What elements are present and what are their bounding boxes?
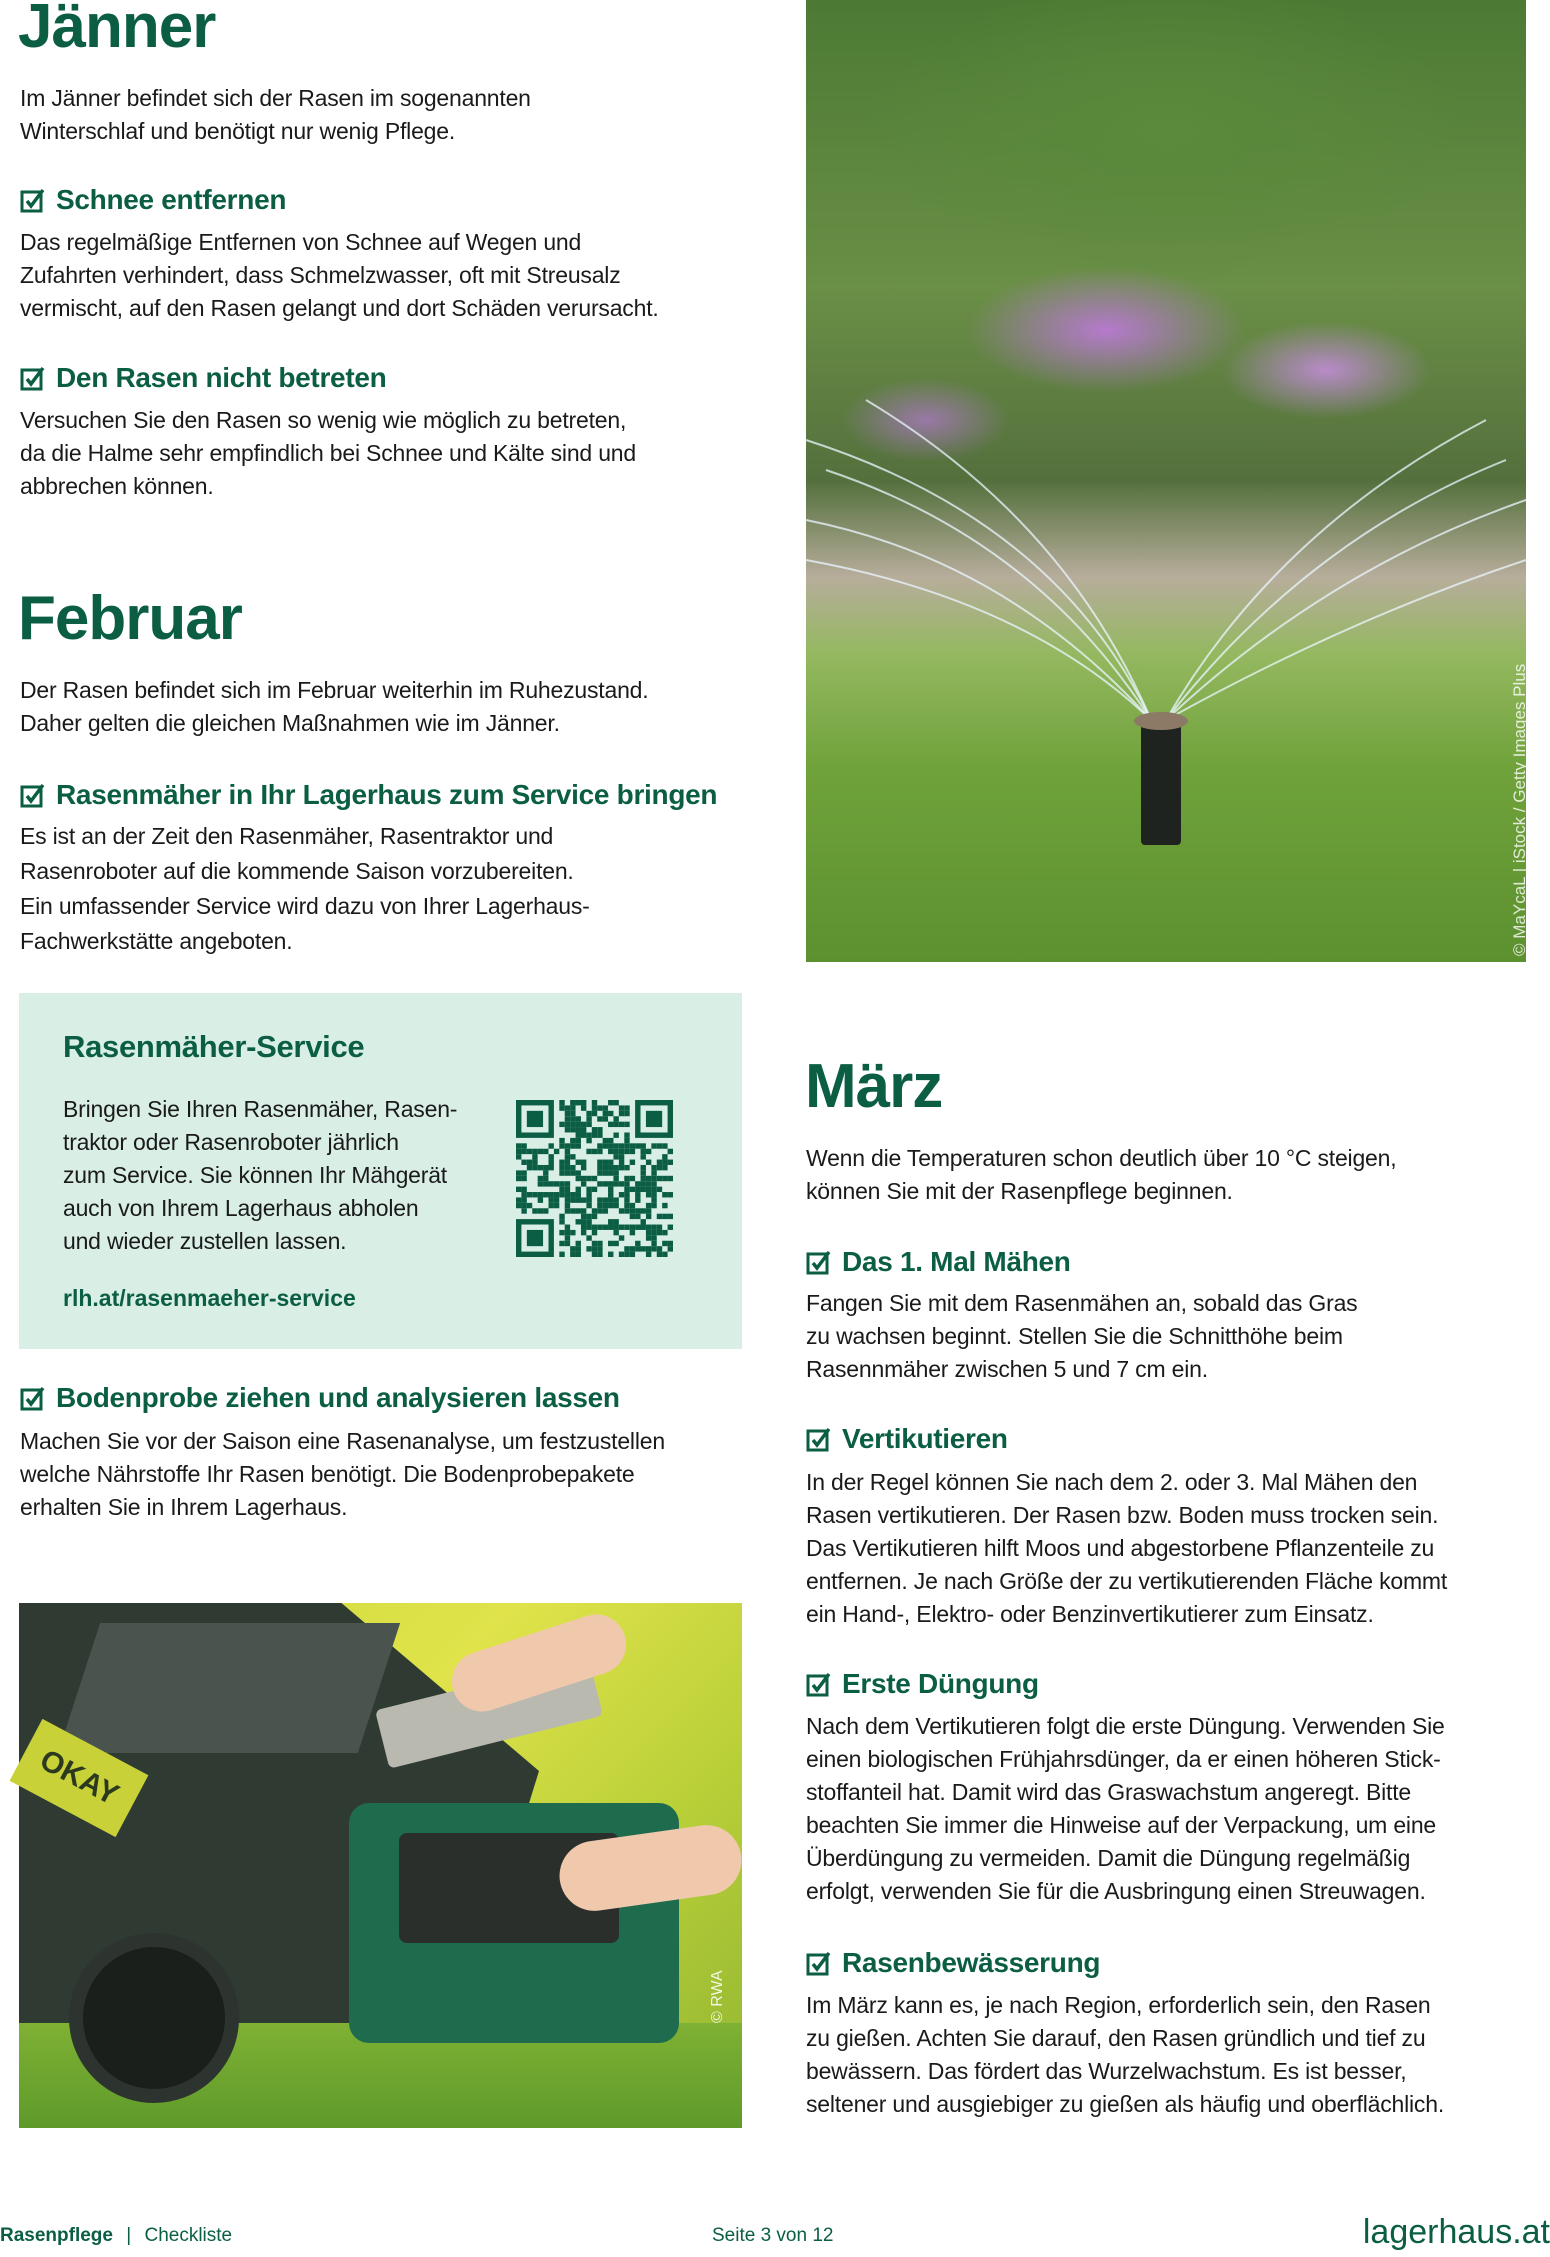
photo-credit: © RWA: [709, 1970, 726, 2023]
item-heading-text: Vertikutieren: [842, 1423, 1008, 1454]
footer-section: [0, 2222, 232, 2250]
qr-code-icon[interactable]: [516, 1100, 673, 1257]
item-text: Es ist an der Zeit den Rasenmäher, Rasentraktor und Rasenroboter auf die kommende Saison vorzubereiten. Ein umfassender Service wird dazu von Ihrer Lagerhaus- Fachwerkstätte angeboten.: [20, 823, 590, 954]
mower-brand-logo: OKAY: [10, 1719, 149, 1837]
sprinkler-photo: [806, 0, 1529, 962]
checkbox-icon: [806, 1950, 832, 1976]
heading-maerz: März: [805, 1052, 943, 1121]
footer-separator: |: [126, 2225, 132, 2246]
checkbox-icon: [806, 1671, 832, 1697]
heading-januar: Jänner: [18, 0, 216, 61]
item-heading-text: Schnee entfernen: [56, 184, 287, 215]
item-heading: [806, 1664, 1039, 1704]
service-link[interactable]: rlh.at/rasenmaeher-service: [63, 1285, 356, 1311]
checkbox-icon: [20, 365, 46, 391]
item-text: Versuchen Sie den Rasen so wenig wie möglich zu betreten, da die Halme sehr empfindlich bei Schnee und Kälte sind und abbrechen können.: [20, 407, 636, 499]
item-heading-text: Das 1. Mal Mähen: [842, 1246, 1071, 1277]
item-heading-text: Rasenmäher in Ihr Lagerhaus zum Service bringen: [56, 779, 718, 810]
item-heading: [806, 1419, 1008, 1459]
item-heading: [806, 1943, 1100, 1983]
lawnmower-battery-photo: [19, 1603, 742, 2128]
checkbox-icon: [806, 1426, 832, 1452]
item-heading-text: Bodenprobe ziehen und analysieren lassen: [56, 1382, 620, 1413]
item-text: Im März kann es, je nach Region, erforderlich sein, den Rasen zu gießen. Achten Sie darauf, den Rasen gründlich und tief zu bewässern. Das fördert das Wurzelwachstum. Es ist besser, seltener und ausgiebiger zu gießen als häufig und oberflächlich.: [806, 1992, 1445, 2117]
page-number: Seite 3 von 12: [712, 2225, 834, 2246]
item-heading-text: Rasenbewässerung: [842, 1947, 1101, 1978]
heading-februar: Februar: [18, 584, 242, 653]
item-text: In der Regel können Sie nach dem 2. oder 3. Mal Mähen den Rasen vertikutieren. Der Rasen bzw. Boden muss trocken sein. Das Vertikutieren hilft Moos und abgestorbene Pflanzenteile zu entfernen. Je nach Größe der zu vertikutierenden Fläche kommt ein Hand-, Elektro- oder Benzinvertikutierer zum Einsatz.: [806, 1469, 1448, 1627]
checkbox-icon: [806, 1249, 832, 1275]
photo-credit: © MaYcaL | iStock / Getty Images Plus: [1510, 663, 1529, 956]
brand-logo[interactable]: lagerhaus.at: [1362, 2213, 1550, 2251]
service-box-text: Bringen Sie Ihren Rasenmäher, Rasen- traktor oder Rasenroboter jährlich zum Service. Sie können Ihr Mähgerät auch von Ihrem Lagerhaus abholen und wieder zustellen lassen.: [63, 1096, 458, 1254]
service-box: [19, 993, 742, 1349]
item-heading: [20, 1378, 620, 1418]
intro-januar: Im Jänner befindet sich der Rasen im sogenannten Winterschlaf und benötigt nur wenig Pflege.: [20, 85, 531, 144]
item-heading: [806, 1242, 1071, 1282]
item-text: Das regelmäßige Entfernen von Schnee auf Wegen und Zufahrten verhindert, dass Schmelzwasser, oft mit Streusalz vermischt, auf den Rasen gelangt und dort Schäden verursacht.: [20, 229, 659, 321]
item-text: Fangen Sie mit dem Rasenmähen an, sobald das Gras zu wachsen beginnt. Stellen Sie die Schnitthöhe beim Rasennmäher zwischen 5 und 7 cm ein.: [806, 1290, 1358, 1382]
item-heading: [20, 775, 717, 815]
intro-februar: Der Rasen befindet sich im Februar weiterhin im Ruhezustand. Daher gelten die gleichen Maßnahmen wie im Jänner.: [20, 677, 649, 736]
checkbox-icon: [20, 782, 46, 808]
item-text: Machen Sie vor der Saison eine Rasenanalyse, um festzustellen welche Nährstoffe Ihr Rasen benötigt. Die Bodenprobepakete erhalten Sie in Ihrem Lagerhaus.: [20, 1428, 665, 1520]
item-heading: [20, 180, 286, 220]
checkbox-icon: [20, 187, 46, 213]
checkbox-icon: [20, 1385, 46, 1411]
item-heading-text: Erste Düngung: [842, 1668, 1039, 1699]
item-heading-text: Den Rasen nicht betreten: [56, 362, 387, 393]
intro-maerz: Wenn die Temperaturen schon deutlich über 10 °C steigen, können Sie mit der Rasenpflege beginnen.: [806, 1145, 1397, 1204]
footer-subsection: Checkliste: [144, 2225, 233, 2246]
footer-section-title: Rasenpflege: [0, 2225, 113, 2246]
service-box-title: Rasenmäher-Service: [63, 1029, 365, 1064]
item-text: Nach dem Vertikutieren folgt die erste Düngung. Verwenden Sie einen biologischen Frühjahrsdünger, da er einen höheren Stick- stoffanteil hat. Damit wird das Graswachstum angeregt. Bitte beachten Sie immer die Hinweise auf der Verpackung, um eine Überdüngung zu vermeiden. Damit die Düngung regelmäßig erfolgt, verwenden Sie für die Ausbringung einen Streuwagen.: [806, 1713, 1445, 1904]
item-heading: [20, 358, 386, 398]
